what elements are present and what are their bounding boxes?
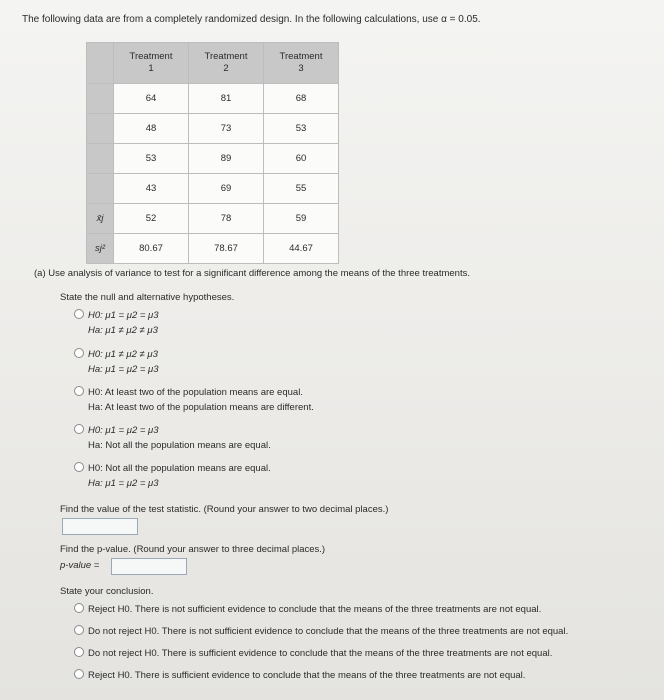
hypothesis-option-5[interactable] — [74, 462, 271, 474]
hypothesis-option-4[interactable] — [74, 424, 159, 436]
table-cell: 44.67 — [264, 234, 339, 264]
radio-button[interactable] — [74, 386, 84, 396]
conclusion-text: Reject H0. There is not sufficient evidence to conclude that the means of the three treatments are not equal. — [88, 604, 542, 615]
radio-button[interactable] — [74, 669, 84, 679]
hypothesis-option-1[interactable] — [74, 309, 159, 321]
ha-text: Ha: μ1 = μ2 = μ3 — [88, 478, 159, 489]
table-cell: 59 — [264, 204, 339, 234]
h0-text: H0: μ1 = μ2 = μ3 — [88, 425, 159, 436]
ha-text: Ha: μ1 ≠ μ2 ≠ μ3 — [88, 325, 158, 336]
part-a-prompt: (a) Use analysis of variance to test for a significant difference among the means of the three treatments. — [34, 268, 470, 279]
header-treatment-3: Treatment 3 — [264, 43, 339, 84]
table-row — [87, 114, 339, 144]
h0-text: H0: Not all the population means are equal. — [88, 463, 271, 474]
table-row — [87, 144, 339, 174]
header-treatment-2: Treatment 2 — [189, 43, 264, 84]
intro-text: The following data are from a completely randomized design. In the following calculations, use α = 0.05. — [22, 14, 481, 25]
table-cell: 53 — [114, 144, 189, 174]
p-value-prompt: Find the p-value. (Round your answer to three decimal places.) — [60, 544, 326, 555]
radio-button[interactable] — [74, 424, 84, 434]
table-row — [87, 84, 339, 114]
test-statistic-input[interactable] — [62, 518, 138, 535]
table-cell: 60 — [264, 144, 339, 174]
radio-button[interactable] — [74, 309, 84, 319]
radio-button[interactable] — [74, 647, 84, 657]
table-cell: 73 — [189, 114, 264, 144]
header-treatment-1: Treatment 1 — [114, 43, 189, 84]
table-cell: 78 — [189, 204, 264, 234]
conclusion-option-2[interactable] — [74, 625, 568, 637]
table-cell: 55 — [264, 174, 339, 204]
p-value-input[interactable] — [111, 558, 187, 575]
p-value-label: p-value = — [60, 560, 100, 571]
table-cell: 80.67 — [114, 234, 189, 264]
corner-cell — [87, 43, 114, 84]
data-table — [86, 42, 339, 264]
conclusion-option-3[interactable] — [74, 647, 552, 659]
conclusion-text: Do not reject H0. There is not sufficient evidence to conclude that the means of the three treatments are not equal. — [88, 626, 569, 637]
conclusion-option-4[interactable] — [74, 669, 525, 681]
table-cell: 53 — [264, 114, 339, 144]
table-cell: 52 — [114, 204, 189, 234]
conclusion-option-1[interactable] — [74, 603, 541, 615]
row-label — [87, 84, 114, 114]
test-statistic-prompt: Find the value of the test statistic. (Round your answer to two decimal places.) — [60, 504, 389, 515]
table-row — [87, 174, 339, 204]
hypothesis-option-3[interactable] — [74, 386, 303, 398]
table-cell: 89 — [189, 144, 264, 174]
table-cell: 43 — [114, 174, 189, 204]
row-label — [87, 174, 114, 204]
table-cell: 69 — [189, 174, 264, 204]
radio-button[interactable] — [74, 462, 84, 472]
row-label — [87, 144, 114, 174]
ha-text: Ha: At least two of the population means are different. — [88, 402, 314, 413]
mean-label: x̄j — [87, 204, 114, 234]
conclusion-text: Reject H0. There is sufficient evidence to conclude that the means of the three treatments are not equal. — [88, 670, 526, 681]
table-cell: 81 — [189, 84, 264, 114]
table-cell: 64 — [114, 84, 189, 114]
radio-button[interactable] — [74, 625, 84, 635]
table-cell: 48 — [114, 114, 189, 144]
variance-row — [87, 234, 339, 264]
variance-label: sj² — [87, 234, 114, 264]
row-label — [87, 114, 114, 144]
hypothesis-prompt: State the null and alternative hypotheses. — [60, 292, 235, 303]
ha-text: Ha: Not all the population means are equal. — [88, 440, 271, 451]
conclusion-text: Do not reject H0. There is sufficient evidence to conclude that the means of the three treatments are not equal. — [88, 648, 553, 659]
h0-text: H0: μ1 ≠ μ2 ≠ μ3 — [88, 349, 158, 360]
table-cell: 78.67 — [189, 234, 264, 264]
hypothesis-option-2[interactable] — [74, 348, 158, 360]
radio-button[interactable] — [74, 348, 84, 358]
conclusion-prompt: State your conclusion. — [60, 586, 154, 597]
h0-text: H0: μ1 = μ2 = μ3 — [88, 310, 159, 321]
ha-text: Ha: μ1 = μ2 = μ3 — [88, 364, 159, 375]
radio-button[interactable] — [74, 603, 84, 613]
means-row — [87, 204, 339, 234]
h0-text: H0: At least two of the population means are equal. — [88, 387, 303, 398]
table-cell: 68 — [264, 84, 339, 114]
